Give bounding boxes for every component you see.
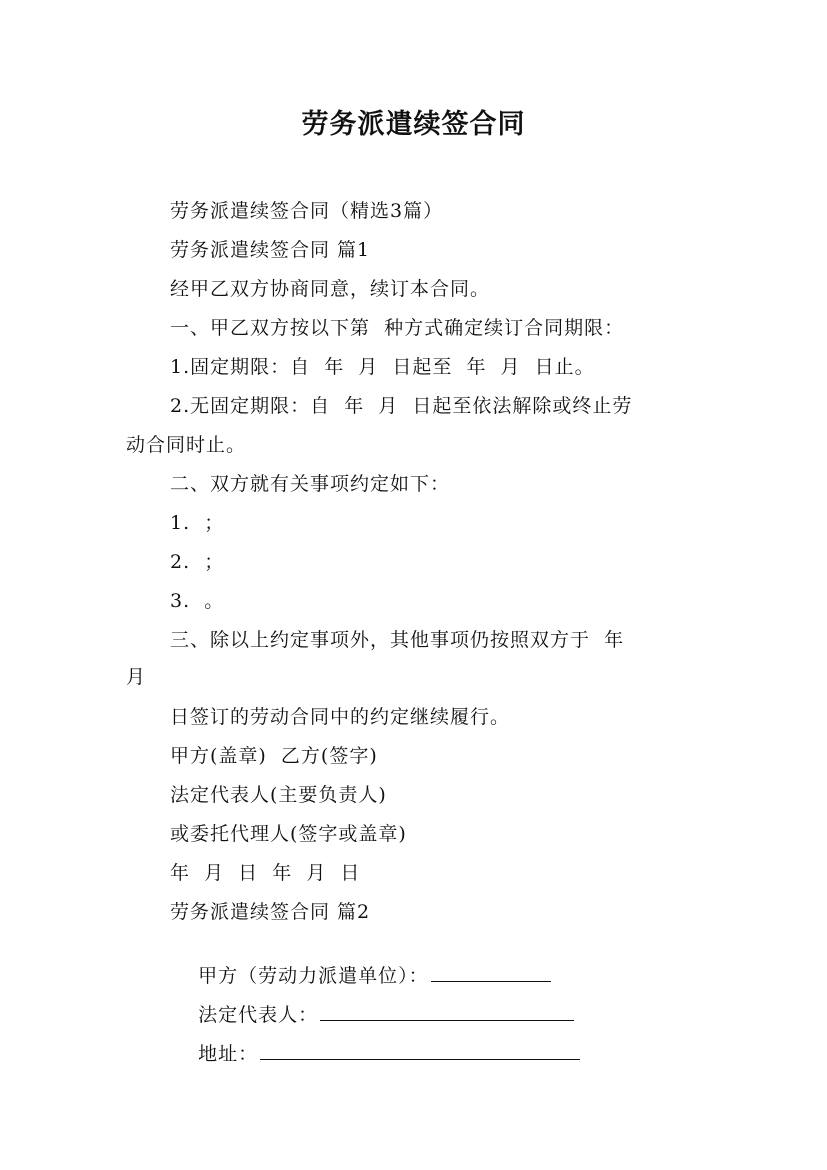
date-line: 年 月 日 年 月 日	[170, 862, 361, 884]
fill-blank	[260, 1041, 580, 1060]
paragraph: 1.固定期限：自 年 月 日起至 年 月 日止。	[170, 356, 595, 378]
form-field-row	[170, 1017, 580, 1090]
paragraph: 二、双方就有关事项约定如下：	[170, 473, 451, 495]
list-item: 2. ；	[170, 551, 225, 573]
field-label: 法定代表人：	[198, 1004, 319, 1026]
section-heading: 劳务派遣续签合同 篇2	[170, 901, 371, 923]
paragraph: 三、除以上约定事项外，其他事项仍按照双方于 年	[170, 629, 625, 651]
paragraph: 2.无固定期限：自 年 月 日起至依法解除或终止劳	[170, 395, 633, 417]
section-heading: 劳务派遣续签合同 篇1	[170, 239, 371, 261]
field-label: 甲方（劳动力派遣单位）：	[198, 965, 429, 987]
paragraph: 日签订的劳动合同中的约定继续履行。	[170, 706, 511, 728]
paragraph: 一、甲乙双方按以下第 种方式确定续订合同期限：	[170, 317, 625, 339]
document-title: 劳务派遣续签合同	[301, 109, 526, 140]
paragraph: 经甲乙双方协商同意，续订本合同。	[170, 278, 491, 300]
paragraph-continuation: 动合同时止。	[126, 434, 247, 456]
list-item: 1. ；	[170, 512, 225, 534]
signature-line: 法定代表人(主要负责人)	[170, 784, 387, 806]
field-label: 地址：	[198, 1043, 259, 1065]
list-item: 3. 。	[170, 590, 225, 612]
doc-subtitle: 劳务派遣续签合同（精选3篇）	[170, 200, 444, 222]
signature-line: 或委托代理人(签字或盖章)	[170, 823, 407, 845]
signature-line: 甲方(盖章) 乙方(签字)	[170, 745, 378, 767]
paragraph-continuation: 月	[126, 666, 147, 688]
